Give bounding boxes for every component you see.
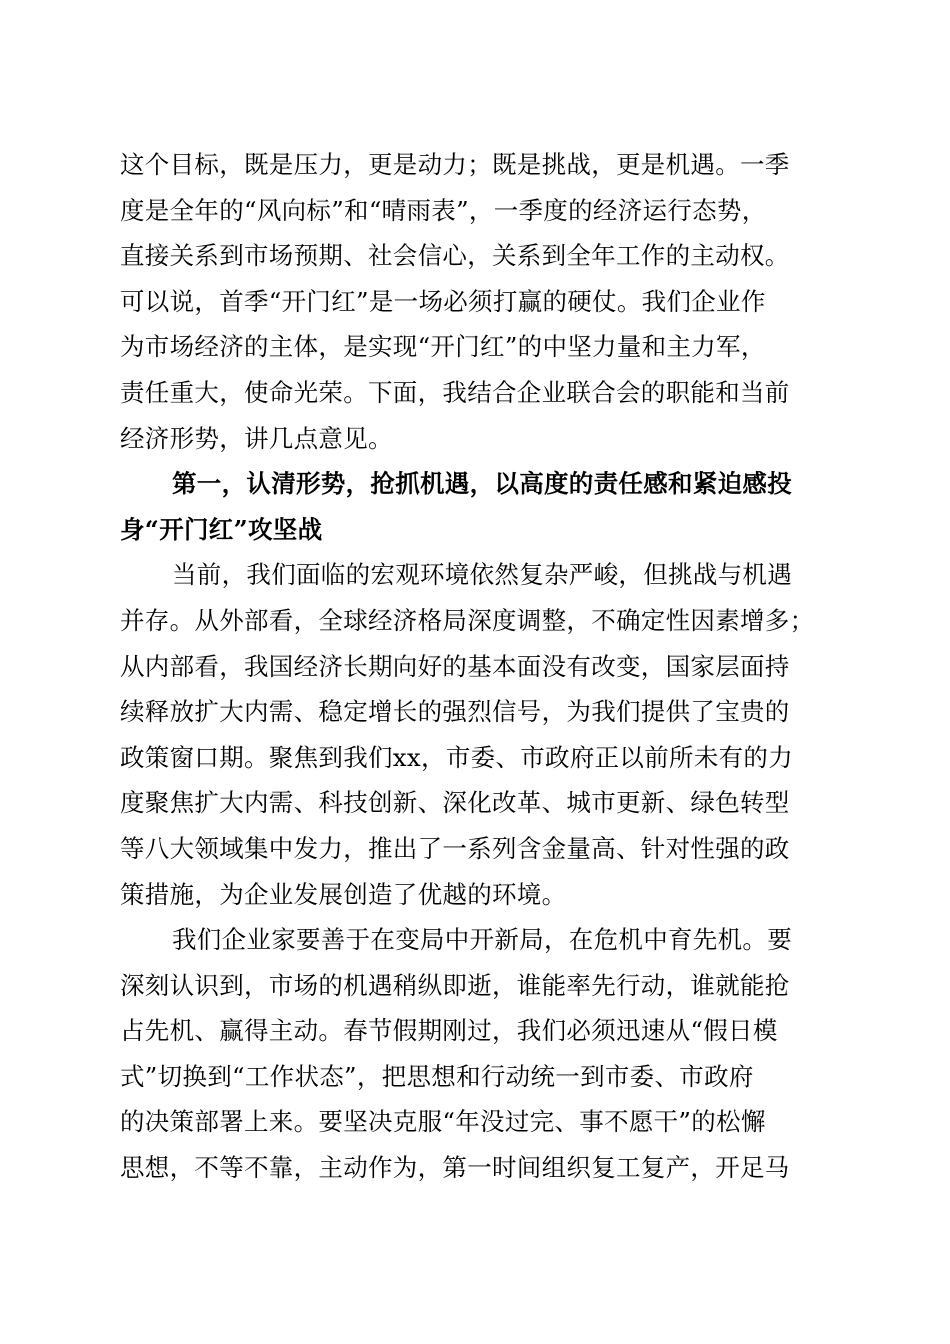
text-line: 深刻认识到，市场的机遇稍纵即逝，谁能率先行动，谁就能抢 (120, 970, 790, 1000)
text-line: 这个目标，既是压力，更是动力；既是挑战，更是机遇。一季 (120, 150, 790, 179)
heading-line: 第一，认清形势，抢抓机遇，以高度的责任感和紧迫感投 (172, 469, 792, 499)
text-line: 政策窗口期。聚焦到我们xx，市委、市政府正以前所未有的力 (120, 742, 794, 772)
text-line: 经济形势，讲几点意见。 (120, 423, 393, 453)
paragraph-2 (120, 552, 832, 917)
text-line: 续释放扩大内需、稳定增长的强烈信号，为我们提供了宝贵的 (120, 697, 790, 727)
text-line: 从内部看，我国经济长期向好的基本面没有改变，国家层面持 (120, 651, 790, 681)
text-line: 为市场经济的主体，是实现“开门红”的中坚力量和主力军， (120, 332, 766, 362)
text-line: 等八大领域集中发力，推出了一系列含金量高、针对性强的政 (120, 833, 790, 863)
text-line: 度是全年的“风向标”和“晴雨表”，一季度的经济运行态势， (120, 195, 767, 225)
text-line: 当前，我们面临的宏观环境依然复杂严峻，但挑战与机遇 (172, 560, 792, 590)
text-line: 并存。从外部看，全球经济格局深度调整，不确定性因素增多； (120, 605, 815, 635)
paragraph-3 (120, 917, 832, 1191)
text-line: 的决策部署上来。要坚决克服“年没过完、事不愿干”的松懈 (120, 1107, 766, 1137)
text-line: 度聚焦扩大内需、科技创新、深化改革、城市更新、绿色转型 (120, 788, 790, 818)
text-line: 我们企业家要善于在变局中开新局，在危机中育先机。要 (172, 925, 792, 955)
paragraph-continuation (120, 142, 832, 461)
heading-line: 身“开门红”攻坚战 (120, 514, 323, 544)
text-line: 责任重大，使命光荣。下面，我结合企业联合会的职能和当前 (120, 377, 790, 407)
text-line: 直接关系到市场预期、社会信心，关系到全年工作的主动权。 (120, 241, 790, 271)
text-line: 策措施，为企业发展创造了优越的环境。 (120, 879, 567, 909)
text-line: 式”切换到“工作状态”，把思想和行动统一到市委、市政府 (120, 1061, 754, 1091)
document-body (120, 142, 832, 1191)
section-heading (120, 461, 832, 552)
text-line: 占先机、赢得主动。春节假期刚过，我们必须迅速从“假日模 (120, 1016, 778, 1046)
text-line: 可以说，首季“开门红”是一场必须打赢的硬仗。我们企业作 (120, 286, 766, 316)
text-line: 思想，不等不靠，主动作为，第一时间组织复工复产，开足马 (120, 1153, 790, 1183)
